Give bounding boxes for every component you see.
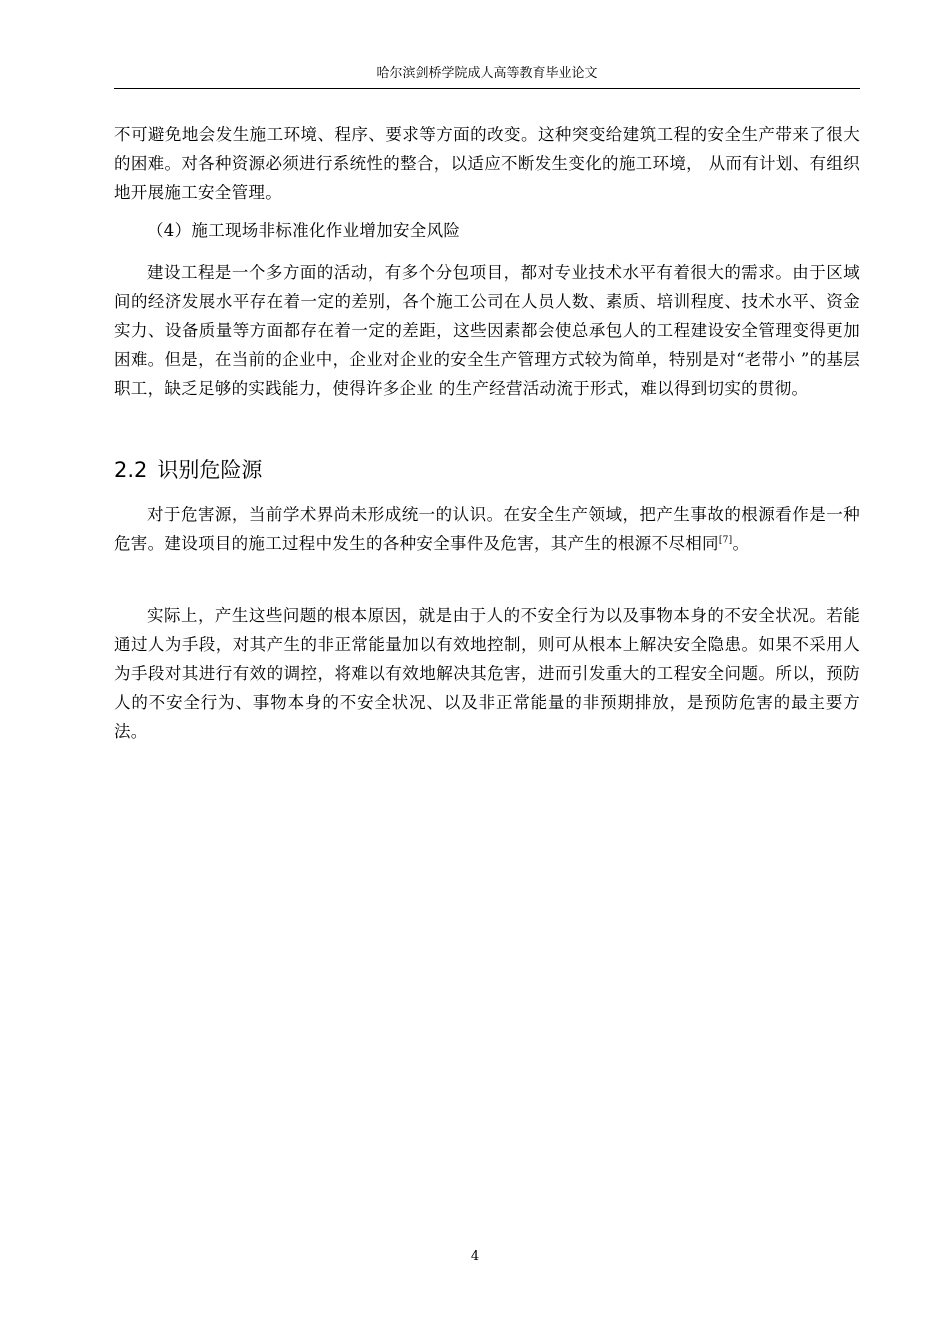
section-title: 识别危险源 <box>157 458 263 482</box>
paragraph-subcontracting: 建设工程是一个多方面的活动，有多个分包项目，都对专业技术水平有着很大的需求。由于区域间的经济发展水平存在着一定的差别，各个施工公司在人员人数、素质、培训程度、技术水平、资金实力、设备质量等方面都存在着一定的差距，这些因素都会使总承包人的工程建设安全管理变得更加困难。但是，在当前的企业中，企业对企业的安全生产管理方式较为简单，特别是对“老带小 ”的基层职工，缺乏足够的实践能力，使得许多企业 的生产经营活动流于形式，难以得到切实的贯彻。 <box>114 263 860 398</box>
paragraph-hazard-source <box>114 500 860 558</box>
citation-reference[interactable]: [7] <box>718 535 733 546</box>
paragraph-root-cause: 实际上，产生这些问题的根本原因，就是由于人的不安全行为以及事物本身的不安全状况。若能通过人为手段，对其产生的非正常能量加以有效地控制，则可从根本上解决安全隐患。如果不采用人为手段对其进行有效的调控，将难以有效地解决其危害，进而引发重大的工程安全问题。所以，预防人的不安全行为、事物本身的不安全状况、以及非正常能量的非预期排放，是预防危害的最主要方法。 <box>114 606 860 741</box>
section-number: 2.2 <box>114 458 148 482</box>
header-divider <box>114 88 860 89</box>
paragraph-continuation: 不可避免地会发生施工环境、程序、要求等方面的改变。这种突变给建筑工程的安全生产带来了很大的困难。对各种资源必须进行系统性的整合，以适应不断发生变化的施工环境， 从而有计划、有组织地开展施工安全管理。 <box>114 125 860 202</box>
section-heading <box>114 454 860 486</box>
page-number: 4 <box>470 1249 480 1264</box>
subheading-item-4: （4）施工现场非标准化作业增加安全风险 <box>147 221 461 240</box>
paragraph-hazard-source-end: 。 <box>732 534 750 553</box>
running-header: 哈尔滨剑桥学院成人高等教育毕业论文 <box>376 66 598 81</box>
paragraph-hazard-source-text: 对于危害源，当前学术界尚未形成统一的认识。在安全生产领域，把产生事故的根源看作是一种危害。建设项目的施工过程中发生的各种安全事件及危害，其产生的根源不尽相同 <box>114 505 860 553</box>
